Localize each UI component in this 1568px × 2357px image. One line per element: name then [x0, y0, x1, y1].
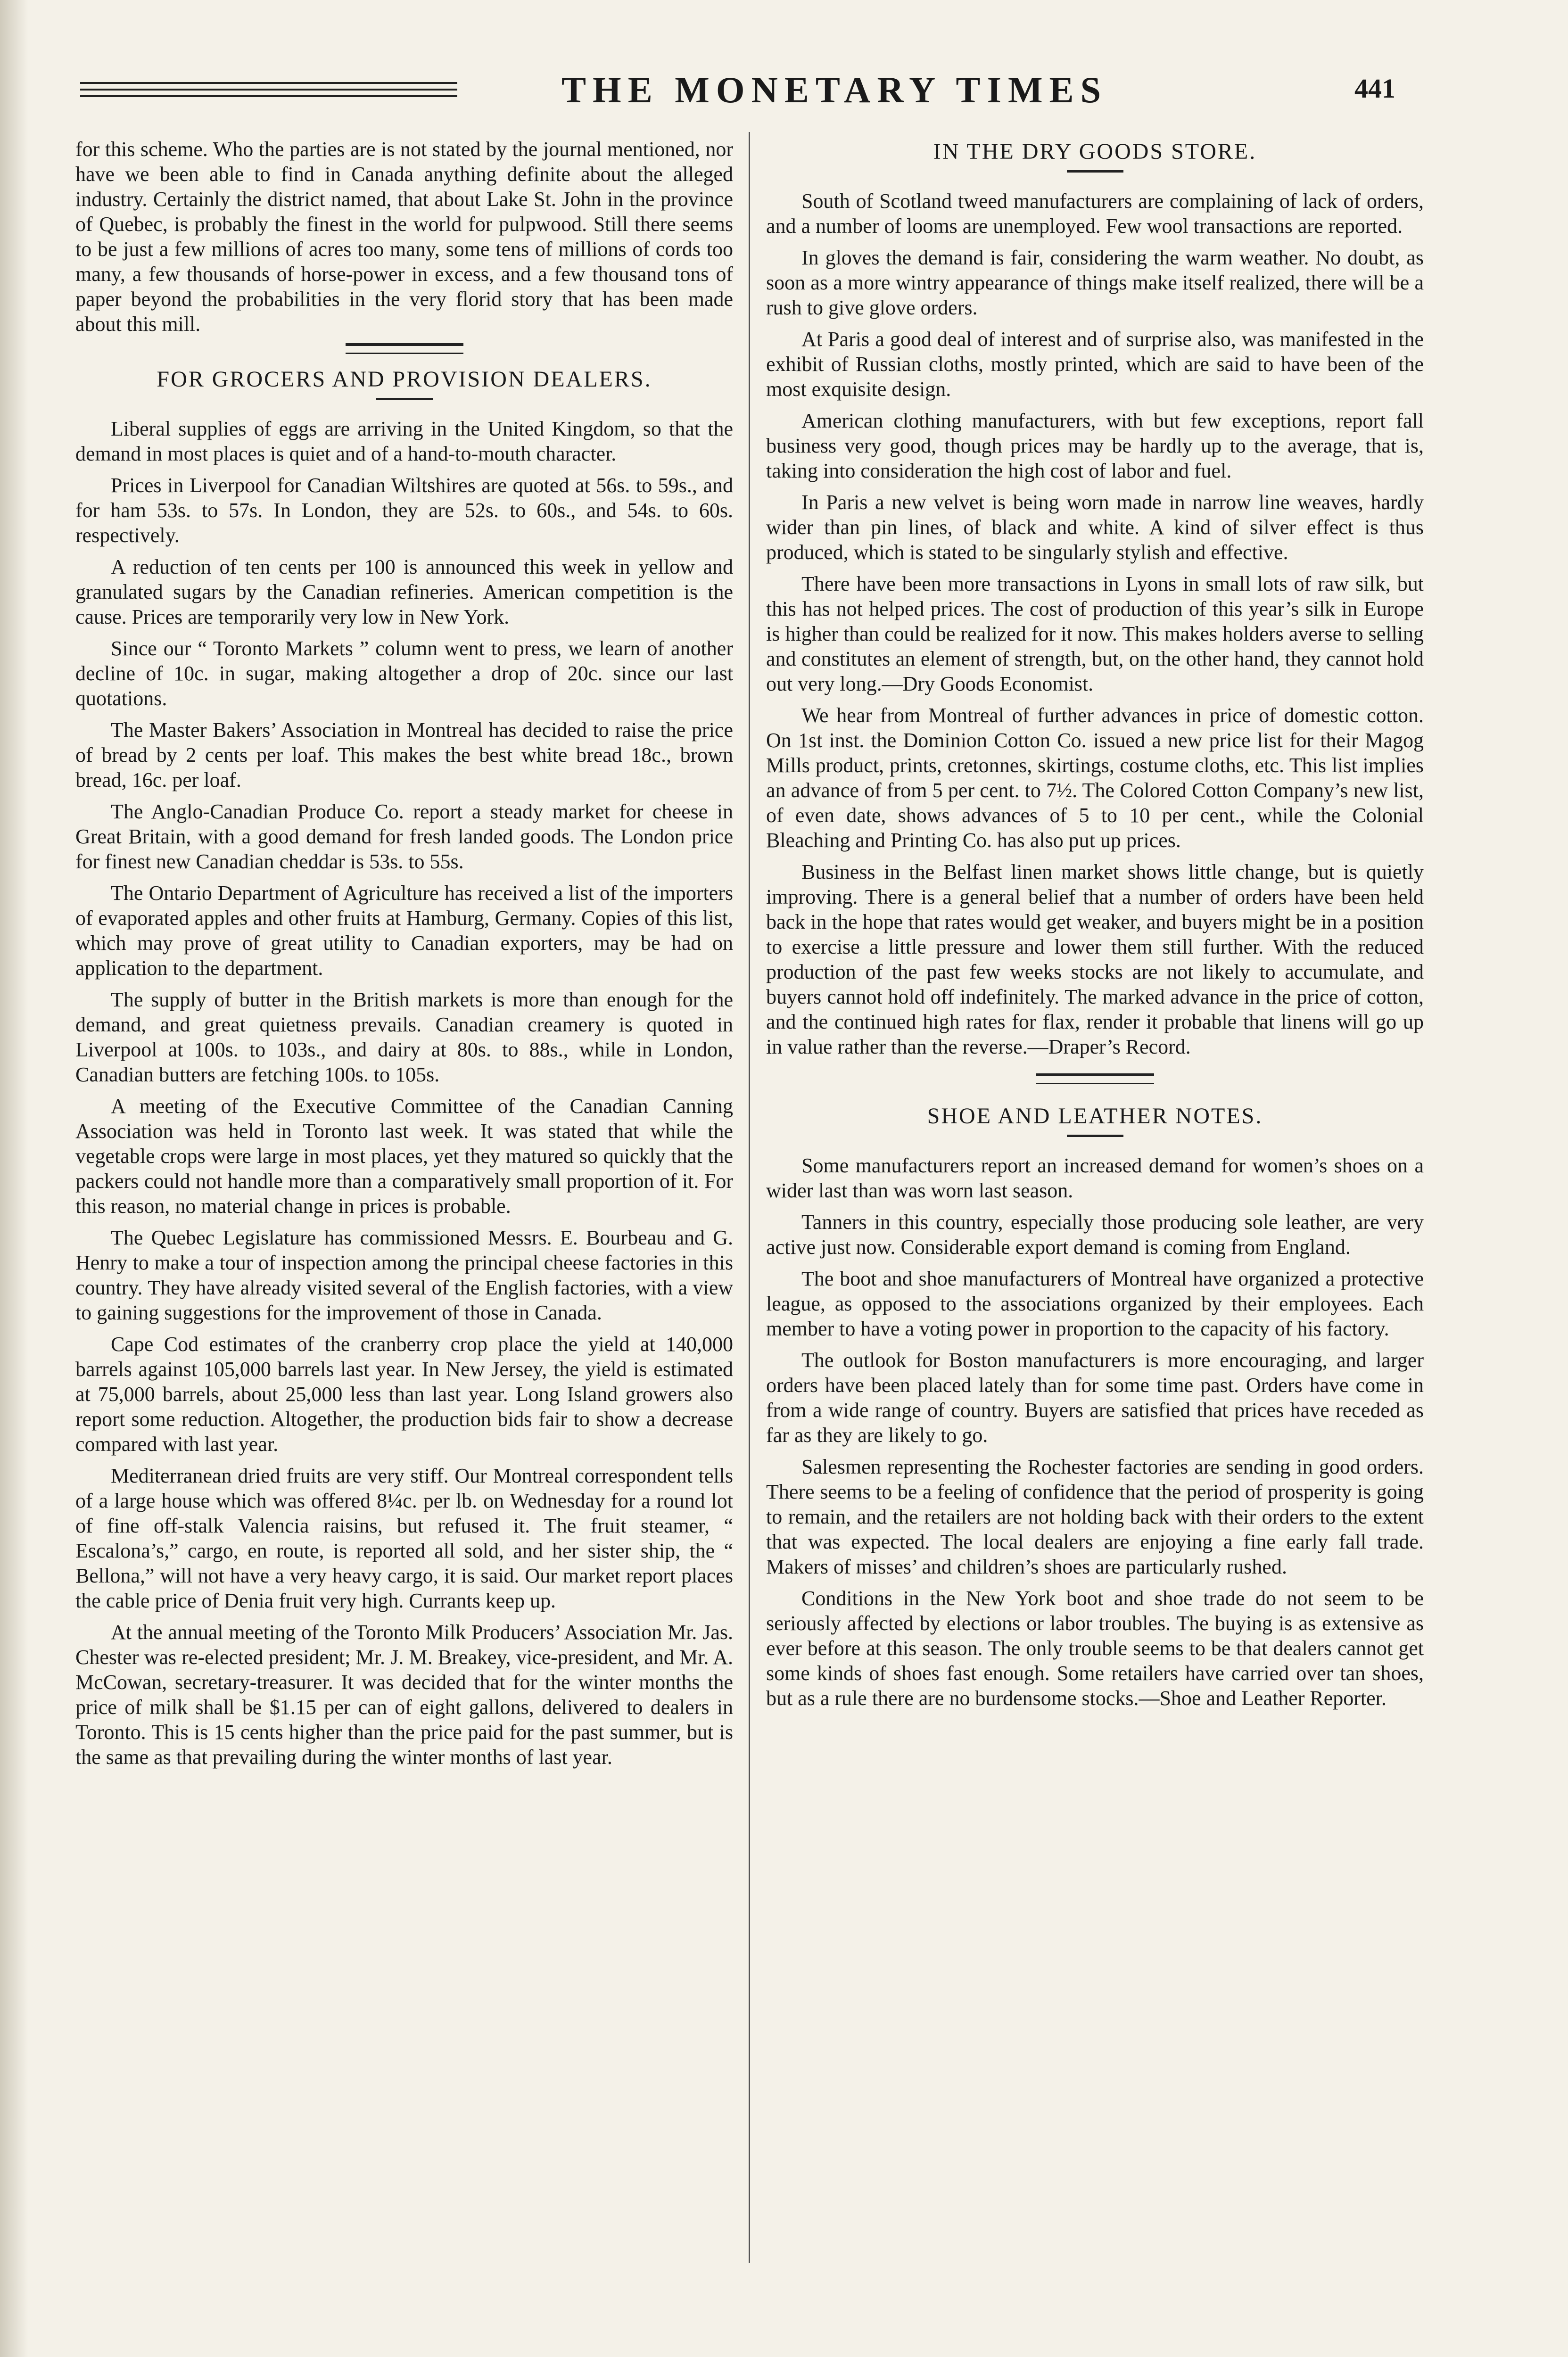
article-paragraph: Since our “ Toronto Markets ” column went to press, we learn of another decline of 10c. in sugar, making altogether a drop of 20c. since our last quotations. [75, 637, 733, 710]
section-underline [376, 398, 433, 400]
article-paragraph: The supply of butter in the British markets is more than enough for the demand, and great quietness prevails. Canadian creamery is quoted in Liverpool at 100s. to 103s., and dairy at 80s. to 88s., while in London, Canadian butters are fetching 100s. to 105s. [75, 988, 733, 1086]
article-paragraph: The Master Bakers’ Association in Montreal has decided to raise the price of bread by 2 cents per loaf. This makes the best white bread 18c., brown bread, 16c. per loaf. [75, 718, 733, 791]
left-column [75, 137, 733, 1776]
article-paragraph: In Paris a new velvet is being worn made in narrow line weaves, hardly wider than pin lines, of black and white. A kind of silver effect is thus produced, which is stated to be singularly stylish and effective. [766, 491, 1424, 564]
article-paragraph: The Quebec Legislature has commissioned Messrs. E. Bourbeau and G. Henry to make a tour of inspection among the principal cheese factories in this country. They have already visited several of the English factories, with a view to gaining suggestions for the improvement of those in Canada. [75, 1226, 733, 1324]
right-column [766, 137, 1424, 1717]
masthead-rule [80, 89, 457, 91]
grocers-article [75, 416, 733, 1770]
article-paragraph: We hear from Montreal of further advances in price of domestic cotton. On 1st inst. the Dominion Cotton Co. issued a new price list for their Magog Mills product, prints, cretonnes, skirtings, costume cloths, etc. This list implies an advance of from 5 per cent. to 7½. The Colored Cotton Company’s new list, of even date, shows advances of 5 to 10 per cent., while the Colonial Bleaching and Printing Co. has also put up prices. [766, 704, 1424, 852]
page-number: 441 [1354, 73, 1395, 104]
article-paragraph: A reduction of ten cents per 100 is announced this week in yellow and granulated sugars by the Canadian refineries. American competition is the cause. Prices are temporarily very low in New York. [75, 555, 733, 628]
article-paragraph: for this scheme. Who the parties are is not stated by the journal mentioned, nor have we been able to find in Canada anything definite about the alleged industry. Certainly the district named, that about Lake St. John in the province of Quebec, is probably the finest in the world for pulpwood. Still there seems to be just a few millions of acres too many, some tens of millions of cords too many, a few thousands of horse-power in excess, and a few thousand tons of paper beyond the probabilities in the very florid story that has been made about this mill. [75, 138, 733, 336]
section-title-shoe-leather: SHOE AND LEATHER NOTES. [927, 1104, 1263, 1129]
article-paragraph: Mediterranean dried fruits are very stiff. Our Montreal correspondent tells of a large house which was offered 8¼c. per lb. on Wednesday for a round lot of fine off-stalk Valencia raisins, but refused it. The fruit steamer, “ Escalona’s,” cargo, en route, is reported all sold, and her sister ship, the “ Bellona,” will not have a very heavy cargo, it is said. Our market report places the cable price of Denia fruit very high. Currants keep up. [75, 1464, 733, 1612]
article-paragraph: Tanners in this country, especially those producing sole leather, are very active just now. Considerable export demand is coming from England. [766, 1211, 1424, 1259]
column-divider [749, 132, 750, 2263]
article-paragraph: Prices in Liverpool for Canadian Wiltshires are quoted at 56s. to 59s., and for ham 53s. to 57s. In London, they are 52s. to 60s., and 54s. to 60s. respectively. [75, 474, 733, 547]
article-paragraph: At Paris a good deal of interest and of surprise also, was manifested in the exhibit of Russian cloths, mostly printed, which are said to have been of the most exquisite design. [766, 328, 1424, 401]
article-paragraph: Liberal supplies of eggs are arriving in the United Kingdom, so that the demand in most places is quiet and of a hand-to-mouth character. [75, 417, 733, 465]
section-title-grocers: FOR GROCERS AND PROVISION DEALERS. [157, 367, 652, 392]
masthead-rule [80, 95, 457, 97]
article-paragraph: In gloves the demand is fair, considering the warm weather. No doubt, as soon as a more wintry appearance of things make itself realized, there will be a rush to give glove orders. [766, 246, 1424, 319]
article-paragraph: There have been more transactions in Lyons in small lots of raw silk, but this has not helped prices. The cost of production of this year’s silk in Europe is higher than could be realized for it now. This makes holders averse to selling and constitutes an element of strength, but, on the other hand, they cannot hold out very long.—Dry Goods Economist. [766, 572, 1424, 695]
article-paragraph: A meeting of the Executive Committee of the Canadian Canning Association was held in Toronto last week. It was stated that while the vegetable crops were large in most places, yet they matured so quickly that the packers could not handle more than a comparatively small proportion of it. For this reason, no material change in prices is probable. [75, 1095, 733, 1218]
article-paragraph: Conditions in the New York boot and shoe trade do not seem to be seriously affected by elections or labor troubles. The buying is as extensive as ever before at this season. The only trouble seems to be that dealers cannot get some kinds of shoes fast enough. Some retailers have carried over tan shoes, but as a rule there are no burdensome stocks.—Shoe and Leather Reporter. [766, 1587, 1424, 1710]
article-paragraph: At the annual meeting of the Toronto Milk Producers’ Association Mr. Jas. Chester was re-elected president; Mr. J. M. Breakey, vice-president, and Mr. A. McCowan, secretary-treasurer. It was decided that for the winter months the price of milk shall be $1.15 per can of eight gallons, delivered to dealers in Toronto. This is 15 cents higher than the price paid for the past summer, but is the same as that prevailing during the winter months of last year. [75, 1621, 733, 1769]
article-paragraph: The Ontario Department of Agriculture has received a list of the importers of evaporated apples and other fruits at Hamburg, Germany. Copies of this list, which may prove of great utility to Canadian exporters, may be had on application to the department. [75, 882, 733, 980]
masthead [80, 66, 1405, 123]
section-rule [1036, 1073, 1154, 1084]
section-underline [1067, 1135, 1123, 1137]
article-paragraph: Cape Cod estimates of the cranberry crop place the yield at 140,000 barrels against 105,000 barrels last year. In New Jersey, the yield is estimated at 75,000 barrels, about 25,000 less than last year. Long Island growers also report some reduction. Altogether, the production bids fair to show a decrease compared with last year. [75, 1333, 733, 1456]
article-paragraph: Salesmen representing the Rochester factories are sending in good orders. There seems to be a feeling of confidence that the period of prosperity is going to remain, and the retailers are not holding back with their orders to the extent that was expected. The local dealers are enjoying a fine early fall trade. Makers of misses’ and children’s shoes are particularly rushed. [766, 1455, 1424, 1578]
continued-article [75, 137, 733, 337]
article-paragraph: South of Scotland tweed manufacturers are complaining of lack of orders, and a number of looms are unemployed. Few wool transactions are reported. [766, 190, 1424, 238]
page-binding-shadow [0, 0, 28, 2357]
masthead-rule [80, 82, 457, 84]
publication-title: THE MONETARY TIMES [561, 69, 1107, 110]
article-paragraph: Some manufacturers report an increased demand for women’s shoes on a wider last than was worn last season. [766, 1154, 1424, 1202]
article-paragraph: The boot and shoe manufacturers of Montreal have organized a protective league, as opposed to the associations organized by their employees. Each member to have a voting power in proportion to the capacity of his factory. [766, 1267, 1424, 1340]
dry-goods-article [766, 189, 1424, 1059]
section-title-dry-goods: IN THE DRY GOODS STORE. [933, 139, 1257, 164]
article-paragraph: The outlook for Boston manufacturers is more encouraging, and larger orders have been placed lately than for some time past. Orders have come in from a wide range of country. Buyers are satisfied that prices have receded as far as they are likely to go. [766, 1349, 1424, 1447]
section-rule [346, 343, 463, 354]
section-underline [1067, 170, 1123, 173]
shoe-leather-article [766, 1153, 1424, 1711]
article-paragraph: American clothing manufacturers, with but few exceptions, report fall business very good, though prices may be hardly up to the average, that is, taking into consideration the high cost of labor and fuel. [766, 409, 1424, 482]
article-paragraph: Business in the Belfast linen market shows little change, but is quietly improving. There is a general belief that a number of orders have been held back in the hope that rates would get weaker, and buyers might be in a position to exercise a little pressure and lower them still further. With the reduced production of the past few weeks stocks are not likely to accumulate, and buyers cannot hold off indefinitely. The marked advance in the price of cotton, and the continued high rates for flax, render it probable that linens will go up in value rather than the reverse.—Draper’s Record. [766, 860, 1424, 1058]
article-paragraph: The Anglo-Canadian Produce Co. report a steady market for cheese in Great Britain, with a good demand for fresh landed goods. The London price for finest new Canadian cheddar is 53s. to 55s. [75, 800, 733, 873]
